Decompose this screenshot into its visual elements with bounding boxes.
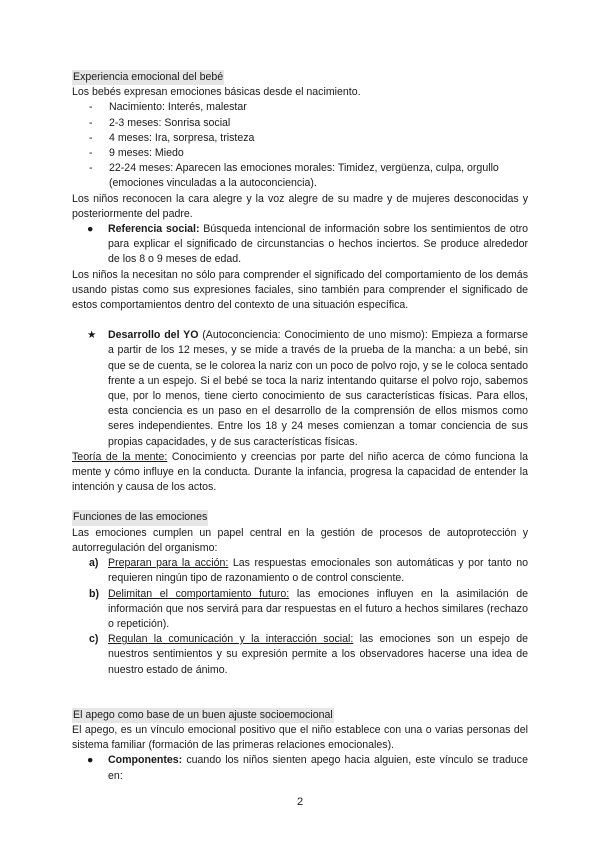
list-item: - 22-24 meses: Aparecen las emociones morales: Timidez, vergüenza, culpa, orgullo (emociones vinculadas a la autoconciencia). — [89, 161, 528, 191]
list-item: - 2-3 meses: Sonrisa social — [89, 116, 528, 131]
term: Componentes: — [108, 754, 183, 767]
definition: cuando los niños sienten apego hacia alguien, este vínculo se traduce en: — [108, 754, 528, 782]
section-attachment — [72, 708, 528, 784]
list-item: - 9 meses: Miedo — [89, 146, 528, 161]
list-item — [72, 587, 528, 633]
paragraph: Los bebés expresan emociones básicas desde el nacimiento. — [72, 86, 361, 99]
components-item — [72, 753, 528, 783]
term: Teoría de la mente: — [72, 450, 168, 463]
term: Preparan para la acción: — [108, 557, 229, 570]
page-number: 2 — [296, 796, 304, 808]
social-reference-item — [72, 222, 528, 268]
list-item: - 4 meses: Ira, sorpresa, tristeza — [89, 131, 528, 146]
item-letter: a) — [89, 557, 99, 570]
paragraph: Los niños la necesitan no sólo para comprender el significado del comportamiento de los demás usando pistas como sus expresiones faciales, sino también para comprender el significado de estos comportamientos dentro del contexto de una situación específica. — [72, 268, 528, 312]
star-icon: ★ — [87, 329, 97, 342]
list-item: - Nacimiento: Interés, malestar — [89, 100, 528, 115]
section-emotion-functions — [72, 510, 528, 677]
list-item — [72, 632, 528, 678]
definition: (Autoconciencia: Conocimiento de uno mismo): Empieza a formarse a partir de los 12 meses, y se mide a través de la prueba de la mancha: a un bebé, sin que se de cuenta, se le colorea la nariz con un poco de polvo rojo, y se le coloca sentado frente a un espejo. Si el bebé se toca la nariz intentando quitarse el polvo rojo, sabemos que, por lo menos, tiene cierto conocimiento de sus características físicas. Para ellos, esta conciencia es un paso en el desarrollo de la comprensión de ellos mismos como seres independientes. Entre los 18 y 24 meses comienzan a tomar conciencia de sus propias capacidades, y de sus características físicas. — [108, 329, 528, 448]
item-letter: c) — [89, 633, 99, 646]
section-emotional-experience — [72, 70, 528, 495]
paragraph: Los niños reconocen la cara alegre y la voz alegre de su madre y de mujeres desconocidas y posteriormente del padre. — [72, 192, 528, 220]
term: Delimitan el comportamiento futuro: — [108, 587, 290, 600]
section-heading: Experiencia emocional del bebé — [72, 70, 224, 85]
document-page — [72, 70, 528, 784]
paragraph: Las emociones cumplen un papel central en la gestión de procesos de autoprotección y autorregulación del organismo: — [72, 526, 528, 554]
definition: Búsqueda intencional de información sobre los sentimientos de otro para explicar el significado de circunstancias o hechos inciertos. Se produce alrededor de los 8 o 9 meses de edad. — [108, 223, 528, 266]
definition: las emociones son un espejo de nuestros sentimientos y su expresión permite a los observadores hacerse una idea de nuestro estado de ánimo. — [108, 633, 528, 676]
bullet-icon: ● — [87, 754, 94, 767]
self-development-item — [72, 328, 528, 450]
bullet-icon: ● — [87, 223, 94, 236]
term: Regulan la comunicación y la interacción social: — [108, 633, 354, 646]
definition: las emociones influyen en la asimilación de información que nos servirá para dar respuestas en el futuro a hechos similares (rechazo o repetición). — [108, 587, 528, 630]
term: Referencia social: — [108, 223, 200, 236]
theory-of-mind-paragraph — [72, 450, 528, 496]
paragraph: El apego, es un vínculo emocional positivo que el niño establece con una o varias personas del sistema familiar (formación de las primeras relaciones emocionales). — [72, 723, 528, 752]
emotion-stages-list — [72, 100, 528, 191]
item-letter: b) — [89, 587, 99, 600]
list-item — [72, 556, 528, 586]
section-heading: Funciones de las emociones — [72, 510, 208, 525]
definition: Las respuestas emocionales son automáticas y por tanto no requieren ningún tipo de razonamiento o de control consciente. — [108, 557, 528, 585]
section-heading: El apego como base de un buen ajuste socioemocional — [72, 708, 334, 723]
term: Desarrollo del YO — [108, 329, 199, 342]
definition: Conocimiento y creencias por parte del niño acerca de cómo funciona la mente y cómo influye en la conducta. Durante la infancia, progresa la capacidad de entender la intención y causa de los actos. — [72, 450, 528, 494]
